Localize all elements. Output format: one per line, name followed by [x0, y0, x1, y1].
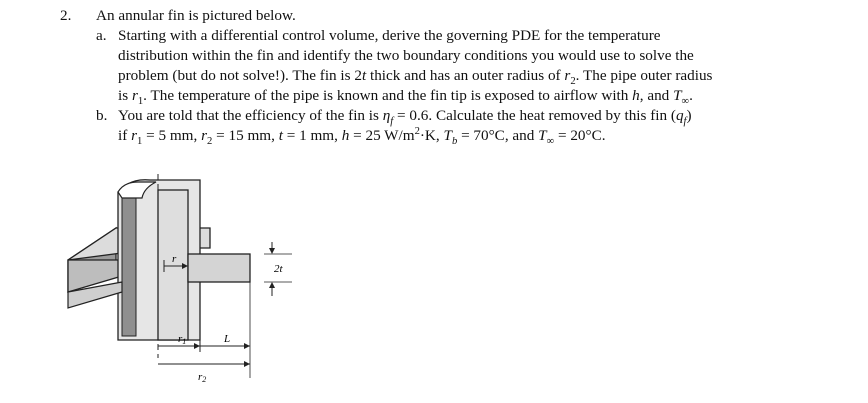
question-number: 2.	[60, 7, 72, 24]
label-r: r	[172, 253, 177, 265]
part-b-text	[118, 106, 850, 146]
question-body	[96, 6, 850, 146]
part-a	[96, 26, 850, 106]
dim-L-head	[244, 343, 250, 349]
part-a-text	[118, 26, 850, 106]
fin-diagram	[60, 168, 320, 396]
part-a-line-4: is $r_1$. The temperature of the pipe is known and the fin tip is exposed to airflow with h, and $T_\infty$.	[118, 87, 693, 108]
dim-r1-head	[194, 343, 200, 349]
dim-2t-lower-head	[269, 282, 275, 288]
part-b-line-2: if $r_1 = 5$ mm, $r_2 = 15$ mm, t = 1 mm, h = 25 $W/m^2\cdot K$, $T_b = 70^\circ C$, and $T_\infty = 20^\circ C$.	[118, 125, 606, 148]
label-r2: r2	[198, 371, 207, 384]
dim-2t-upper-head	[269, 248, 275, 254]
part-b	[96, 106, 850, 146]
pipe-inner-shade	[122, 190, 136, 336]
label-L: L	[224, 333, 231, 345]
question-intro: An annular fin is pictured below.	[96, 7, 296, 24]
part-a-line-1: Starting with a differential control volume, derive the governing PDE for the temperature	[118, 27, 661, 44]
part-a-line-2: distribution within the fin and identify the two boundary conditions you would use to solve the	[118, 47, 694, 64]
part-b-line-1: You are told that the efficiency of the fin is $\eta_f = 0.6$. Calculate the heat removed by this fin $(q_f)$	[118, 107, 692, 128]
question-row	[60, 6, 850, 146]
part-a-line-3: problem (but do not solve!). The fin is 2t thick and has an outer radius of $r_2$. The pipe outer radius	[118, 67, 713, 88]
fin-cross-section	[188, 254, 250, 282]
label-2t: 2t	[274, 263, 283, 275]
problem-2	[60, 6, 850, 146]
dim-r2-head	[244, 361, 250, 367]
label-r1: r1	[178, 333, 187, 346]
part-a-label: a.	[96, 27, 107, 44]
part-b-label: b.	[96, 107, 108, 124]
annular-fin-figure	[60, 168, 320, 396]
